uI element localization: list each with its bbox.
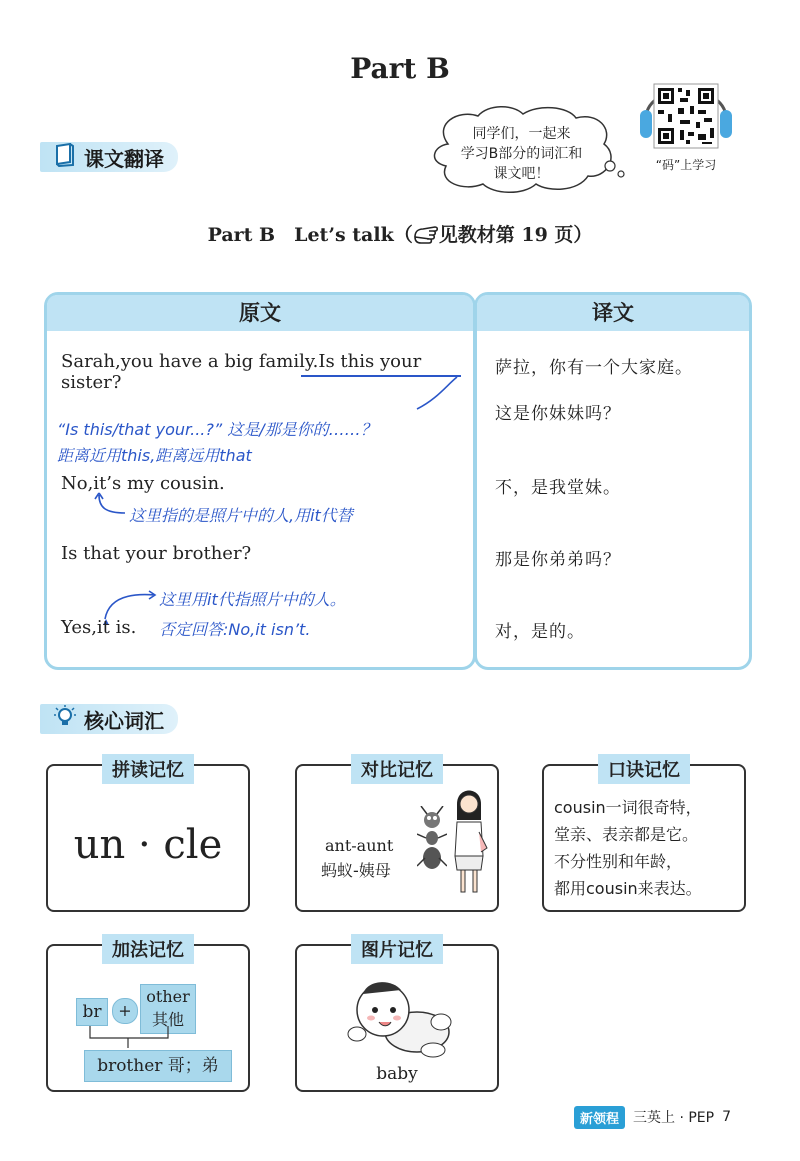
baby-icon bbox=[347, 972, 457, 1064]
contrast-en: ant-aunt bbox=[325, 836, 394, 855]
rhyme-line: 都用cousin来表达。 bbox=[554, 879, 702, 898]
result-box: brother 哥；弟 bbox=[84, 1050, 232, 1082]
card-contrast bbox=[295, 760, 499, 912]
translation-line-4: 那是你弟弟吗？ bbox=[495, 550, 621, 570]
spelled-word: un · cle bbox=[73, 822, 223, 868]
bubble-line: 同学们，一起来 bbox=[472, 126, 571, 142]
card-tag-spelling: 拼读记忆 bbox=[102, 754, 194, 784]
lesson-ref-text: 见教材第 19 页） bbox=[438, 224, 593, 246]
footer-logo: 新领程 bbox=[574, 1106, 625, 1129]
card-tag-picture: 图片记忆 bbox=[351, 934, 443, 964]
translation-panel bbox=[474, 292, 752, 670]
qr-block[interactable] bbox=[640, 70, 732, 180]
card-rhyme bbox=[542, 760, 746, 912]
original-panel bbox=[44, 292, 476, 670]
picture-word: baby bbox=[376, 1064, 418, 1084]
card-tag-rhyme: 口诀记忆 bbox=[598, 754, 690, 784]
footer bbox=[574, 1106, 731, 1128]
card-addition bbox=[46, 940, 250, 1092]
note-3b: 否定回答:No,it isn’t. bbox=[159, 620, 311, 639]
section-title-vocab: 核心词汇 bbox=[84, 708, 164, 733]
woman-icon bbox=[449, 786, 489, 896]
lesson-heading bbox=[0, 220, 800, 250]
annotation-arrow bbox=[91, 491, 131, 521]
section-tag-vocab bbox=[40, 704, 178, 734]
footer-text: 三英上 · PEP bbox=[633, 1110, 715, 1126]
card-picture bbox=[295, 940, 499, 1092]
part-other-en: other bbox=[146, 987, 190, 1006]
original-header: 原文 bbox=[47, 295, 473, 331]
section-tag-translation bbox=[40, 142, 178, 172]
ant-icon bbox=[417, 806, 447, 876]
dialogue-line-1: Sarah,you have a big family.Is this your sister? bbox=[61, 351, 422, 393]
rhyme-line: 堂亲、表亲都是它。 bbox=[554, 825, 699, 844]
card-tag-contrast: 对比记忆 bbox=[351, 754, 443, 784]
annotation-arrow bbox=[377, 375, 467, 415]
note-3a: 这里用it代指照片中的人。 bbox=[159, 590, 346, 609]
plus-sign: + bbox=[112, 998, 138, 1024]
qr-label: “码”上学习 bbox=[655, 158, 717, 172]
lightbulb-icon bbox=[54, 705, 76, 734]
bracket-line bbox=[88, 1026, 178, 1048]
dialogue-line-3: Is that your brother? bbox=[61, 543, 252, 564]
bubble-line: 学习B部分的词汇和 bbox=[460, 146, 583, 162]
note-2: 这里指的是照片中的人,用it代替 bbox=[129, 506, 353, 525]
speech-bubble bbox=[428, 104, 618, 196]
pointing-hand-icon bbox=[413, 223, 439, 250]
lesson-ref-open: （ bbox=[393, 224, 413, 246]
section-title-translation: 课文翻译 bbox=[84, 146, 164, 171]
contrast-cn: 蚂蚁-姨母 bbox=[321, 861, 391, 880]
lesson-title: Part B Let’s talk bbox=[207, 224, 394, 246]
book-icon bbox=[54, 143, 76, 172]
translation-line-3: 不，是我堂妹。 bbox=[495, 478, 621, 498]
rhyme-line: cousin一词很奇特， bbox=[554, 798, 702, 817]
card-tag-addition: 加法记忆 bbox=[102, 934, 194, 964]
translation-line-1: 萨拉，你有一个大家庭。 bbox=[495, 358, 693, 378]
translation-line-2: 这是你妹妹吗？ bbox=[495, 404, 621, 424]
page-number: 7 bbox=[722, 1109, 732, 1125]
dialogue-line-4: Yes,it is. bbox=[61, 617, 137, 638]
part-other-cn: 其他 bbox=[151, 1010, 184, 1029]
translation-header: 译文 bbox=[477, 295, 749, 331]
translation-line-5: 对，是的。 bbox=[495, 622, 585, 642]
part-box-br: br bbox=[76, 998, 108, 1026]
qr-code-icon bbox=[640, 70, 732, 154]
rhyme-line: 不分性别和年龄， bbox=[554, 852, 683, 871]
dialogue-line-2: No,it’s my cousin. bbox=[61, 473, 225, 494]
note-1b: 距离近用this,距离远用that bbox=[57, 446, 252, 465]
part-title: Part B bbox=[350, 52, 450, 85]
card-spelling bbox=[46, 760, 250, 912]
note-1a: “Is this/that your...?” 这是/那是你的……？ bbox=[57, 420, 377, 439]
bubble-line: 课文吧！ bbox=[493, 166, 550, 182]
